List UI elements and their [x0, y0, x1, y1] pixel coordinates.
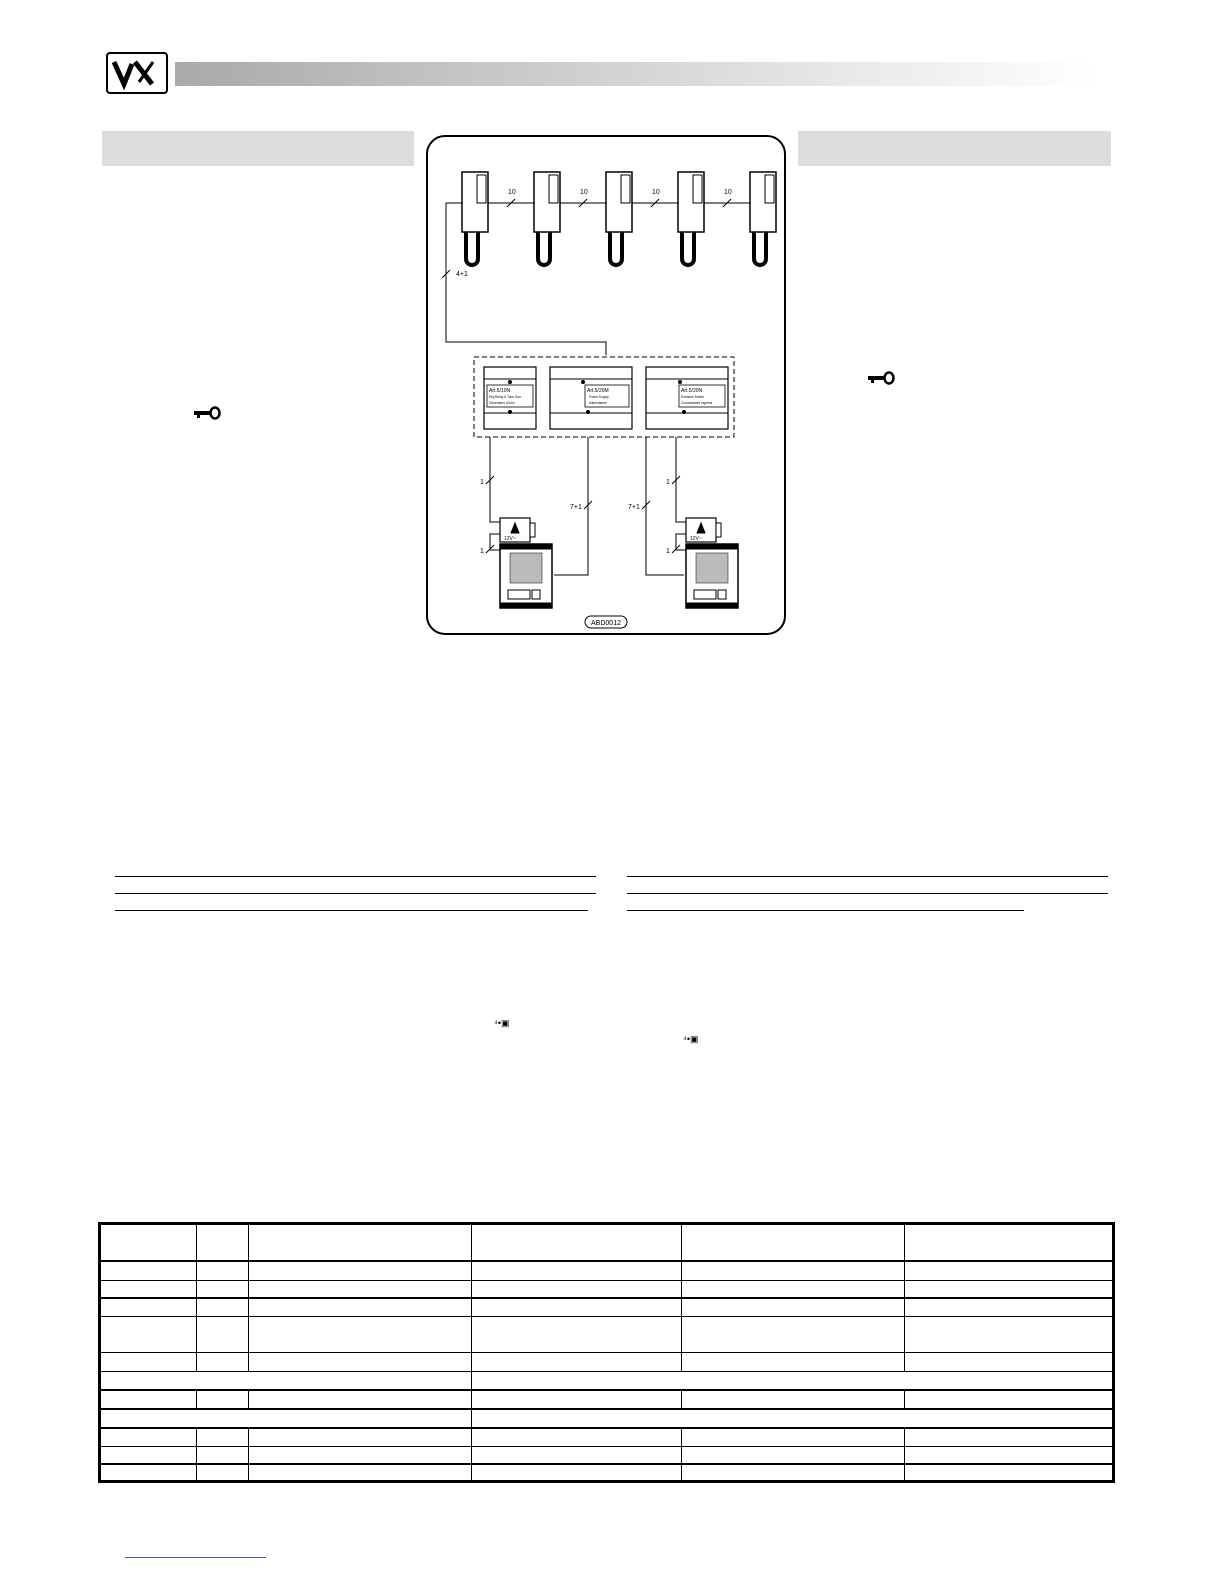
module-line: Entrance Switch: [681, 395, 705, 399]
key-icon: [867, 371, 895, 390]
module-name: Art.5/20M: [587, 388, 609, 394]
module-name: Art.5/10N: [489, 388, 511, 394]
right-section-title: [798, 131, 1111, 166]
lock-voltage: 12V~: [690, 536, 702, 542]
left-column-rule: [115, 910, 588, 911]
terminal-glyph-icon: ⁴•▣: [683, 1034, 699, 1044]
wire-label: 7+1: [628, 504, 640, 511]
header-bar: [175, 62, 1095, 86]
footer-link[interactable]: [125, 1557, 266, 1558]
module-name: Art.5/20N: [681, 388, 703, 394]
table-row: [100, 1280, 1114, 1298]
module-line: Alimentatore: [589, 401, 607, 405]
table-section-row: [100, 1371, 1114, 1390]
vx-logo-icon: [106, 52, 168, 94]
riser-label: 4+1: [456, 271, 468, 278]
table-row: [100, 1317, 1114, 1353]
terminal-glyph-icon: ⁴•▣: [494, 1018, 510, 1028]
table-header-cell: [472, 1224, 682, 1261]
lock-voltage: 12V~: [504, 536, 516, 542]
door-panel-right: [686, 544, 738, 608]
drawing-code: ABD0012: [591, 620, 621, 627]
table-header-cell: [197, 1224, 249, 1261]
monitor-link-label: 10: [652, 189, 660, 196]
wire-label: 1: [480, 548, 484, 555]
wire-label: 7+1: [570, 504, 582, 511]
table-row: [100, 1428, 1114, 1446]
table-section-row: [100, 1409, 1114, 1428]
table-row: [100, 1261, 1114, 1280]
table-header-cell: [100, 1224, 197, 1261]
module-line: Key,Relay & Tone Gen.: [489, 395, 522, 399]
table-row: [100, 1446, 1114, 1464]
wire-label: 1: [480, 479, 484, 486]
left-section-title: [102, 131, 414, 166]
module-line: Commutatore ingressi: [681, 401, 713, 405]
table-header-cell: [249, 1224, 472, 1261]
monitor-link-label: 10: [508, 189, 516, 196]
right-column-rule: [627, 910, 1024, 911]
right-column-rule: [627, 893, 1108, 894]
left-column-rule: [115, 876, 596, 877]
table-row: [100, 1353, 1114, 1371]
wiring-diagram: [426, 135, 786, 635]
table-row: [100, 1464, 1114, 1481]
right-column-rule: [627, 876, 1108, 877]
monitor-link-label: 10: [580, 189, 588, 196]
key-icon: [193, 406, 221, 425]
table-header-cell: [905, 1224, 1114, 1261]
wire-label: 1: [666, 548, 670, 555]
door-panel-left: [500, 544, 552, 608]
module-line: Generatore di toni: [489, 401, 515, 405]
monitor-link-label: 10: [724, 189, 732, 196]
wire-label: 1: [666, 479, 670, 486]
specifications-table: [98, 1222, 1115, 1483]
table-row: [100, 1390, 1114, 1408]
left-column-rule: [115, 893, 596, 894]
table-row: [100, 1298, 1114, 1316]
module-line: Power Supply: [589, 395, 609, 399]
table-header-cell: [681, 1224, 905, 1261]
